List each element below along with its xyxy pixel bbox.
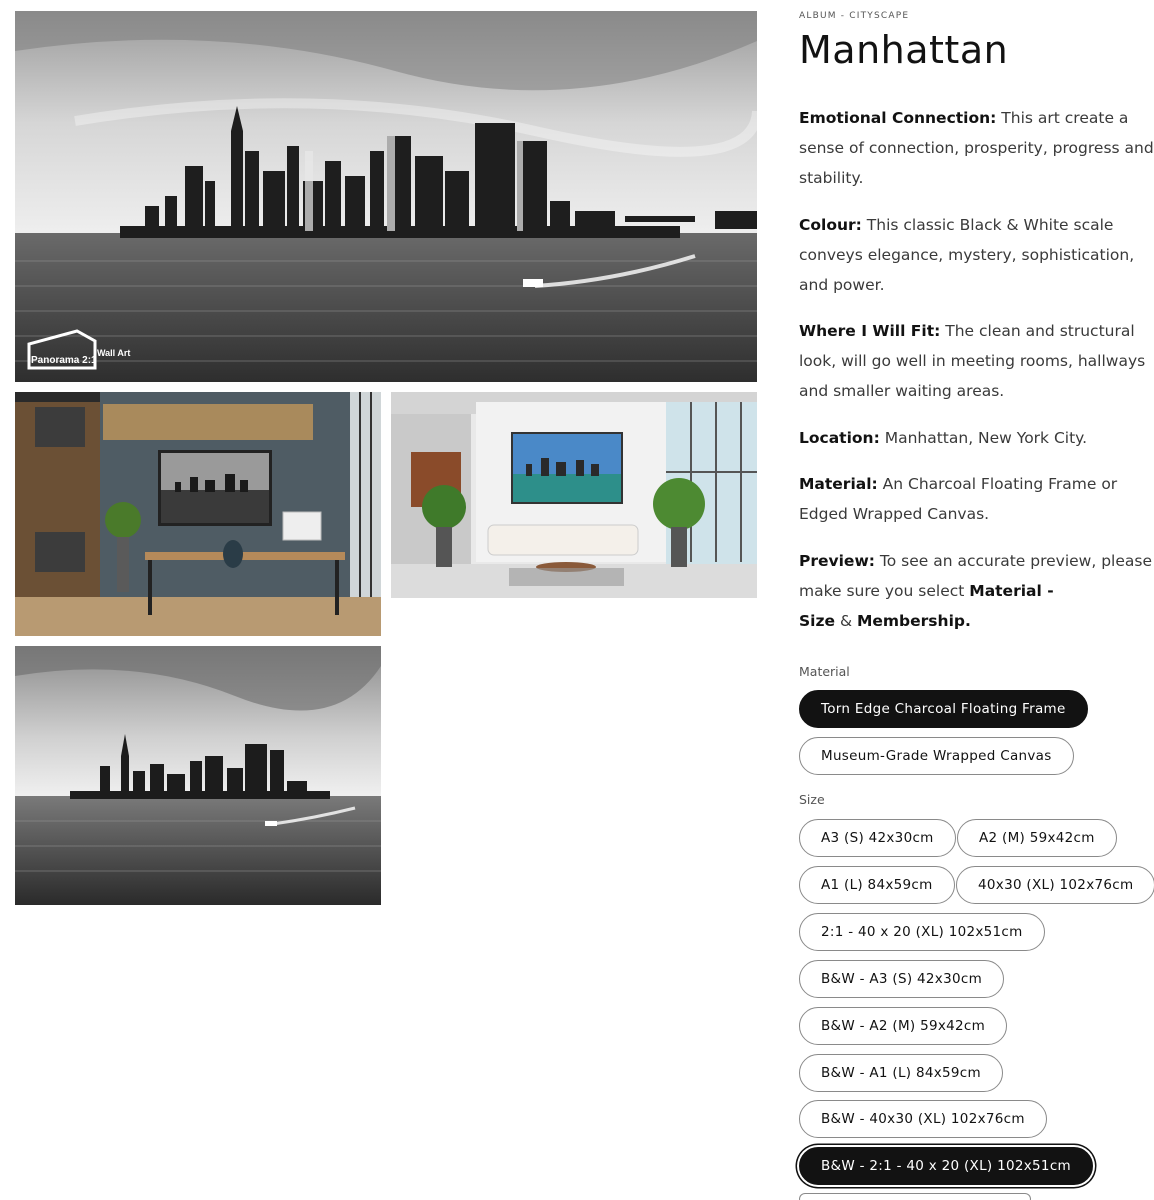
alt-bw-image[interactable] xyxy=(15,646,381,905)
size-label: Size xyxy=(799,792,825,807)
size-option-bw-40x30[interactable]: B&W - 40x30 (XL) 102x76cm xyxy=(799,1100,1047,1138)
size-option-bw-2to1[interactable]: B&W - 2:1 - 40 x 20 (XL) 102x51cm xyxy=(799,1147,1093,1185)
material-option-wrapped-canvas[interactable]: Museum-Grade Wrapped Canvas xyxy=(799,737,1074,775)
material-option-floating-frame[interactable]: Torn Edge Charcoal Floating Frame xyxy=(799,690,1088,728)
product-description xyxy=(799,103,1154,652)
manhattan-bw-panorama xyxy=(15,11,757,382)
lobby-room-preview xyxy=(391,392,757,598)
album-label: ALBUM - CITYSCAPE xyxy=(799,11,910,21)
watermark-text: Panorama 2:1 xyxy=(31,355,97,366)
desc-colour: Colour: This classic Black & White scale conveys elegance, mystery, sophistication, and power. xyxy=(799,215,1135,294)
size-option-a1[interactable]: A1 (L) 84x59cm xyxy=(799,866,955,904)
size-option-40x30[interactable]: 40x30 (XL) 102x76cm xyxy=(956,866,1154,904)
office-mockup-image[interactable] xyxy=(15,392,381,636)
lobby-mockup-image[interactable] xyxy=(391,392,757,598)
size-option-2to1[interactable]: 2:1 - 40 x 20 (XL) 102x51cm xyxy=(799,913,1045,951)
size-option-a3[interactable]: A3 (S) 42x30cm xyxy=(799,819,956,857)
office-room-preview xyxy=(15,392,381,636)
size-option-bw-a1[interactable]: B&W - A1 (L) 84x59cm xyxy=(799,1054,1003,1092)
desc-fit: Where I Will Fit: The clean and structural look, will go well in meeting rooms, hallways and smaller waiting areas. xyxy=(799,322,1146,400)
watermark-sub: Wall Art xyxy=(97,348,131,358)
size-option-bw-a3[interactable]: B&W - A3 (S) 42x30cm xyxy=(799,960,1004,998)
desc-material: Material: An Charcoal Floating Frame or Edged Wrapped Canvas. xyxy=(799,475,1118,523)
desc-location: Location: Manhattan, New York City. xyxy=(799,428,1088,447)
next-option-partial[interactable] xyxy=(799,1193,1031,1200)
size-option-bw-a2[interactable]: B&W - A2 (M) 59x42cm xyxy=(799,1007,1007,1045)
main-product-image[interactable] xyxy=(15,11,757,382)
desc-emotional: Emotional Connection: This art create a sense of connection, prosperity, progress and stability. xyxy=(799,109,1154,187)
desc-preview: Preview: To see an accurate preview, please make sure you select Material - Size & Membership. xyxy=(799,551,1152,630)
product-title: Manhattan xyxy=(799,28,1009,72)
manhattan-bw-wide xyxy=(15,646,381,905)
material-label: Material xyxy=(799,664,850,679)
size-option-a2[interactable]: A2 (M) 59x42cm xyxy=(957,819,1117,857)
